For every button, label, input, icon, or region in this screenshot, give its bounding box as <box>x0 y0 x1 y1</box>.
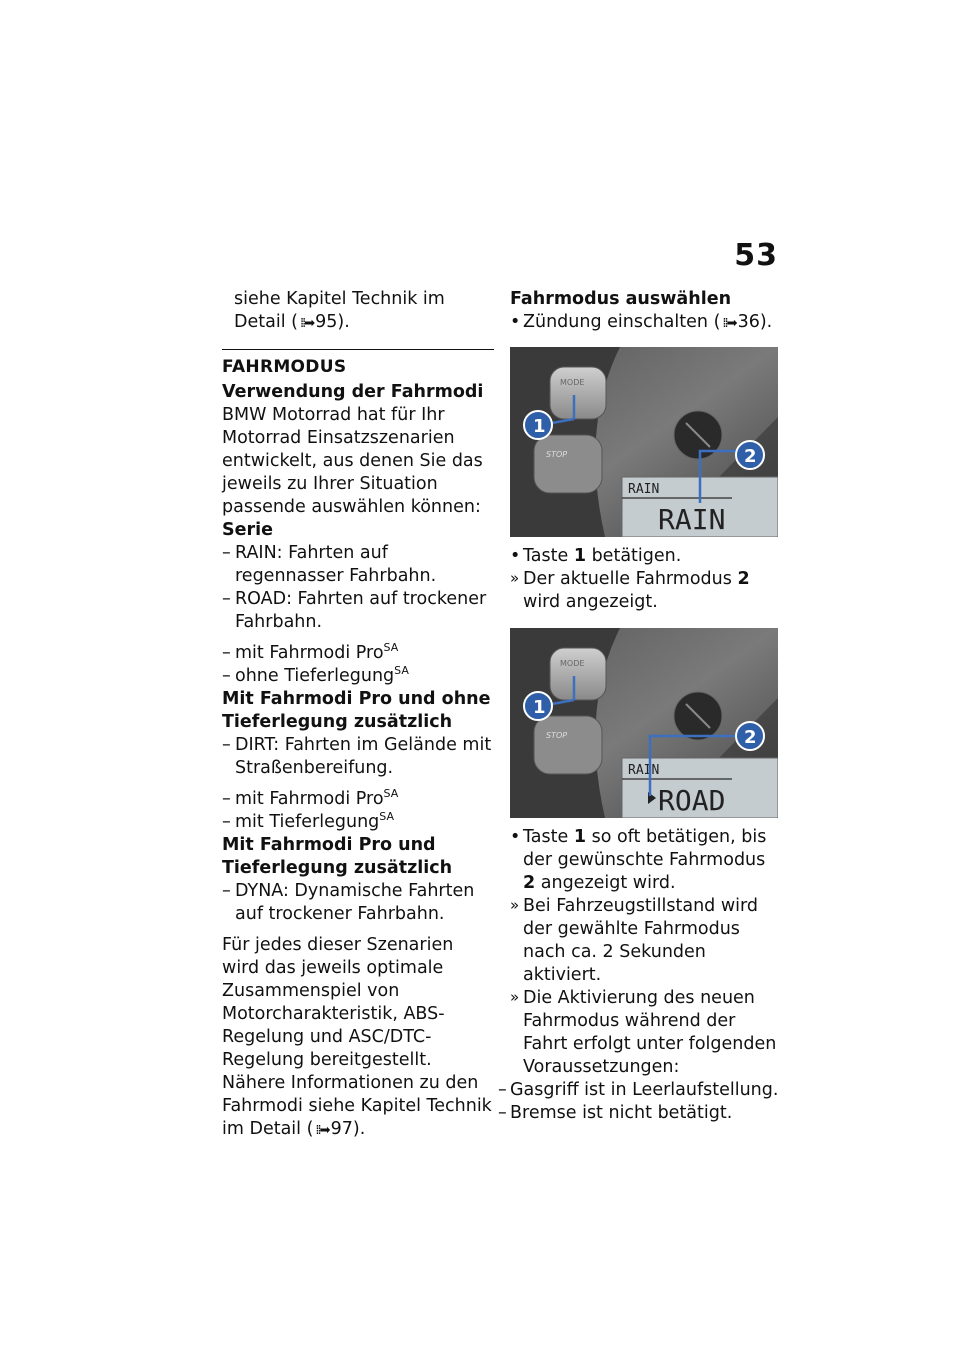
callout-2: 2 <box>744 727 757 748</box>
subheading-auswaehlen: Fahrmodus auswählen <box>510 289 732 309</box>
condition-item: – mit Fahrmodi Pro$^{SA}$ <box>222 788 494 811</box>
page-reference-arrow-icon: ⁞⁞➡ <box>315 1123 329 1138</box>
callout-2: 2 <box>744 446 757 467</box>
mode-button-label: MODE <box>560 378 585 387</box>
list-item-dirt: – DIRT: Fahrten im Gelände mit Straßenbereifung. <box>222 734 494 780</box>
page-reference-arrow-icon: ⁞⁞➡ <box>722 316 736 331</box>
subheading-pro-mit: Mit Fahrmodi Pro und Tieferlegung zusätzlich <box>222 835 453 878</box>
result-standstill: » Bei Fahrzeugstillstand wird der gewählte Fahrmodus nach ca. 2 Sekunden aktiviert. <box>510 895 782 987</box>
mode-button-label: MODE <box>560 659 585 668</box>
display-small-text: RAIN <box>628 482 660 497</box>
scenario-paragraph: Für jedes dieser Szenarien wird das jeweils optimale Zusammenspiel von Motorcharakteristik, ABS-Regelung und ASC/DTC-Regelung bereitgestellt. <box>222 935 454 1070</box>
display-large-text: RAIN <box>658 503 726 536</box>
list-item-dyna: – DYNA: Dynamische Fahrten auf trockener Fahrbahn. <box>222 880 494 926</box>
left-column <box>222 288 494 1142</box>
subheading-fahrmodi: Verwendung der Fahrmodi <box>222 382 484 402</box>
list-item-rain: – RAIN: Fahrten auf regennasser Fahrbahn. <box>222 542 494 588</box>
step-press-button: • Taste 1 betätigen. <box>510 545 782 568</box>
figure-mode-button-rain <box>510 347 778 537</box>
result-while-riding: » Die Aktivierung des neuen Fahrmodus während der Fahrt erfolgt unter folgenden Voraussetzungen: <box>510 987 782 1079</box>
section-title: FAHRMODUS <box>222 357 347 377</box>
right-column <box>510 288 782 1125</box>
subheading-pro-ohne: Mit Fahrmodi Pro und ohne Tieferlegung zusätzlich <box>222 689 491 732</box>
condition-item: – mit Tieferlegung$^{SA}$ <box>222 811 494 834</box>
callout-1: 1 <box>533 416 546 437</box>
step-press-repeatedly: • Taste 1 so oft betätigen, bis der gewünschte Fahrmodus 2 angezeigt wird. <box>510 826 782 895</box>
section-divider <box>222 349 494 350</box>
serie-label: Serie <box>222 520 273 540</box>
result-mode-shown: » Der aktuelle Fahrmodus 2 wird angezeigt. <box>510 568 782 614</box>
page-number: 53 <box>734 238 778 273</box>
reference-paragraph: Nähere Informationen zu den Fahrmodi siehe Kapitel Technik im Detail ( ⁞⁞➡ 97). <box>222 1072 494 1142</box>
display-large-text: ROAD <box>658 784 726 817</box>
display-small-text: RAIN <box>628 763 660 778</box>
intro-line-2: Detail ( ⁞⁞➡ 95). <box>222 311 494 335</box>
condition-item: – mit Fahrmodi Pro$^{SA}$ <box>222 642 494 665</box>
figure-mode-button-road <box>510 628 778 818</box>
condition-throttle: – Gasgriff ist in Leerlaufstellung. <box>498 1079 782 1102</box>
intro-paragraph: BMW Motorrad hat für Ihr Motorrad Einsatzszenarien entwickelt, aus denen Sie das jeweils zu Ihrer Situation passende auswählen können: <box>222 405 483 517</box>
callout-1: 1 <box>533 697 546 718</box>
condition-brake: – Bremse ist nicht betätigt. <box>498 1102 782 1125</box>
stop-button-label: STOP <box>546 450 568 459</box>
condition-item: – ohne Tieferlegung$^{SA}$ <box>222 665 494 688</box>
list-item-road: – ROAD: Fahrten auf trockener Fahrbahn. <box>222 588 494 634</box>
page-reference-arrow-icon: ⁞⁞➡ <box>299 316 314 331</box>
intro-line-1: siehe Kapitel Technik im <box>234 289 445 309</box>
stop-button-label: STOP <box>546 731 568 740</box>
step-ignition: • Zündung einschalten ( ⁞⁞➡ 36). <box>510 311 782 335</box>
